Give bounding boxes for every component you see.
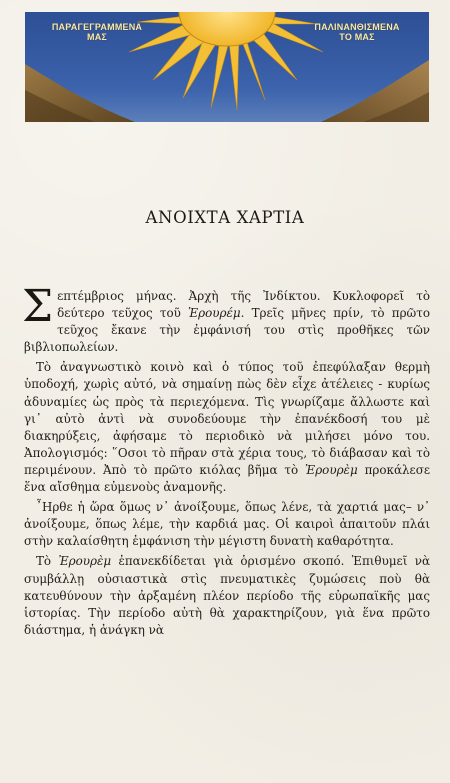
banner-label-right: ΠΑΛΙΝΑΝΘΙΣΜΕΝΑ ΤΟ ΜΑΣ — [314, 22, 400, 42]
magazine-name: Ἐρουρὲμ — [305, 462, 358, 477]
paragraph-1 — [22, 281, 430, 356]
banner-label-left: ΠΑΡΑΓΕΓΡΑΜΜΕΝΑ ΜΑΣ — [51, 22, 143, 42]
article-body — [22, 281, 430, 642]
article-title: ΑΝΟΙΧΤΑ ΧΑΡΤΙΑ — [145, 208, 305, 227]
paragraph-4-text-a: Τὸ — [36, 554, 59, 569]
paragraph-4 — [24, 553, 430, 638]
paragraph-4-text-b: ἐπανεκδίδεται γιὰ ὁρισμένο σκοπό. Ἐπιθυμεῖ νὰ συμβάλλῃ οὐσιαστικὰ στὶς πνευματικὲς ζυμώσεις ποὺ θὰ κατευθύνουν τὴν ἀρξαμένη πλέον περίοδο τῆς εὐρωπαϊκῆς μας ἱστορίας. Τὴν περίοδο αὐτὴ θὰ χαρακτηρίζουν, γιὰ ἕνα πρῶτο διάστημα, ἡ ἀνάγκη νὰ — [24, 554, 430, 637]
paragraph-2-text-a: Τὸ ἀναγνωστικὸ κοινὸ καὶ ὁ τύπος τοῦ ἐπεφύλαξαν θερμὴ ὑποδοχή, χωρὶς αὐτό, νὰ σημαίνῃ πὼς δὲν εἶχε ἀτέλειες - κυρίως ἀδυναμίες ὡς πρὸς τὰ περιεχόμενα. Τὶς γνωρίζαμε ἄλλωστε καὶ γι᾽ αὐτὸ ἀντὶ νὰ συνοδεύουμε τὴν ἐπανέκδοσή του μὲ διακηρύξεις, ἀφήσαμε τὸ περιοδικὸ νὰ μιλήσει μόνο του. Ἀπολογισμός: ῞Οσοι τὸ πῆραν στὰ χέρια τους, τὸ διάβασαν καὶ τὸ περιμένουν. Ἀπὸ τὸ πρῶτο κιόλας βῆμα τὸ — [24, 360, 430, 477]
paragraph-3 — [24, 499, 430, 550]
paragraph-1-text-a: επτέμβριος μήνας. Ἀρχὴ τῆς Ἰνδίκτου. Κυκλοφορεῖ τὸ δεύτερο τεῦχος τοῦ — [57, 289, 430, 321]
magazine-name: Ἐρουρέμ — [188, 306, 241, 321]
paragraph-3-text: ῏Ηρθε ἡ ὥρα ὅμως ν᾽ ἀνοίξουμε, ὅπως λένε, τὰ χαρτιά μας– ν᾽ ἀνοίξουμε, ὅπως λέμε, τὴν καρδιά μας. Οἱ καιροὶ ἀπαιτοῦν πλάι στὴν καλαίσθητη ἐμφάνιση τὴν μέγιστη δυνατὴ καθαρότητα. — [24, 500, 430, 549]
paragraph-2 — [24, 359, 430, 496]
paragraph-2-text-b: προκάλεσε ἕνα αἴσθημα εὐμενοὺς ἀναμονῆς. — [24, 462, 430, 495]
magazine-name: Ἐρουρὲμ — [58, 554, 112, 569]
paragraph-1-text-b: . Τρεῖς μῆνες πρίν, τὸ πρῶτο τεῦχος ἔκανε τὴν ἐμφάνισή του στὶς προθῆκες τῶν βιβλιοπωλείων. — [24, 306, 430, 355]
header-illustration — [25, 12, 429, 122]
drop-cap: Σ — [22, 281, 54, 332]
